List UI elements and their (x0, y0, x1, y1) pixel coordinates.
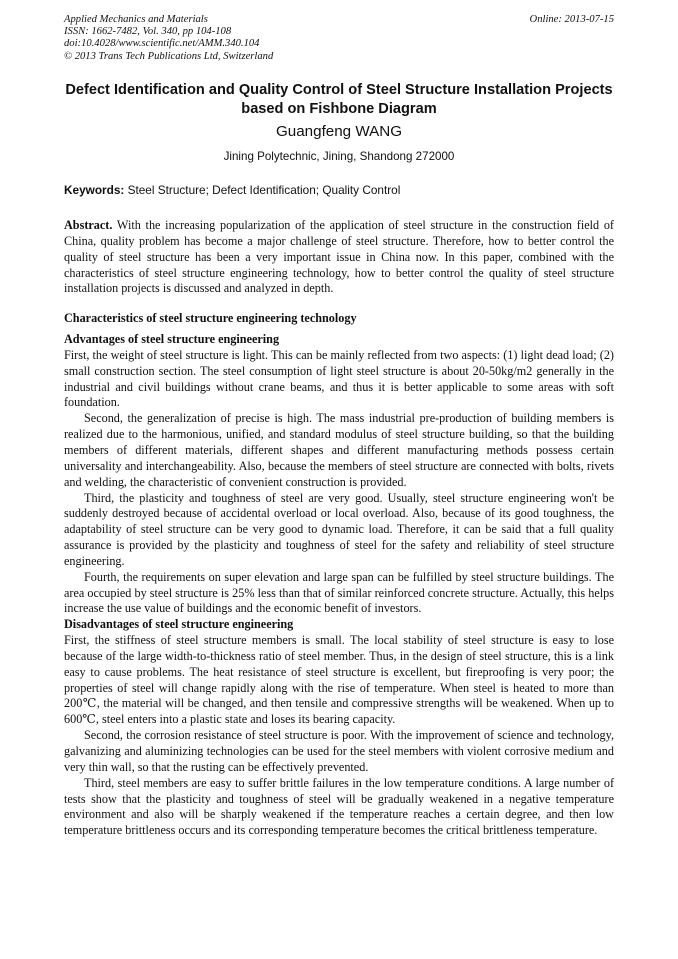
abstract-label: Abstract. (64, 218, 113, 232)
paragraph: Second, the generalization of precise is high. The mass industrial pre-production of building members is realized due to the harmonious, unified, and standard modulus of steel structure building, so that the building members of different materials, different shapes and different manufacturing methods possess certain universality and interchangeability. Also, because the members of steel structure are connected with bolts, rivets and welding, the characteristic of convenient construction is provided. (64, 411, 614, 489)
online-date: Online: 2013-07-15 (529, 14, 614, 25)
journal-header (64, 14, 614, 63)
paragraph: Second, the corrosion resistance of steel structure is poor. With the improvement of science and technology, galvanizing and aluminizing technologies can be used for the steel members with violent corrosive medium and very thin wall, so that the rusting can be effectively prevented. (64, 728, 614, 774)
subsection-heading-disadvantages: Disadvantages of steel structure engineering (64, 617, 294, 632)
abstract-text: With the increasing popularization of the application of steel structure in the construction field of China, quality problem has become a major challenge of steel structure. Therefore, how to better control the quality of steel structure has been a very important issue in China now. In this paper, combined with the characteristics of steel structure engineering technology, how to better control the quality of steel structure installation projects is discussed and analyzed in depth. (64, 218, 614, 296)
affiliation: Jining Polytechnic, Jining, Shandong 272000 (223, 150, 455, 163)
paper-body (64, 218, 614, 839)
paragraph: Third, the plasticity and toughness of steel are very good. Usually, steel structure engineering won't be suddenly destroyed because of accidental overload or local overload. Also, because of its good toughness, the adaptability of steel structure can be very good to dynamic load. Therefore, it can be said that a full quality assurance is provided by the plasticity and toughness of steel for the safety and reliability of steel structure engineering. (64, 490, 614, 568)
subsection-heading-advantages: Advantages of steel structure engineering (64, 332, 280, 347)
paragraph: Fourth, the requirements on super elevation and large span can be fulfilled by steel structure buildings. The area occupied by steel structure is 25% less than that of similar reinforced concrete structure. Actually, this helps increase the use value of buildings and the economic benefit of investors. (64, 569, 614, 616)
paragraph: First, the weight of steel structure is light. This can be mainly reflected from two aspects: (1) light dead load; (2) small construction section. The steel consumption of light steel structure is about 20-50kg/m2 generally in the industrial and civil buildings without crane beams, and thus it is better applicable to some areas with soft foundation. (64, 347, 614, 410)
journal-name: Applied Mechanics and Materials (64, 14, 208, 25)
keywords-label: Keywords: (64, 183, 125, 197)
doi-line: doi:10.4028/www.scientific.net/AMM.340.104 (64, 38, 260, 50)
paper-title: Defect Identification and Quality Control of Steel Structure Installation Projects based on Fishbone Diagram (65, 82, 613, 117)
copyright-line: © 2013 Trans Tech Publications Ltd, Switzerland (64, 50, 274, 62)
issn-line: ISSN: 1662-7482, Vol. 340, pp 104-108 (64, 26, 232, 38)
author-name: Guangfeng WANG (275, 123, 403, 140)
abstract (64, 218, 614, 297)
keywords-line (64, 183, 614, 197)
paragraph: Third, steel members are easy to suffer brittle failures in the low temperature conditions. A large number of tests show that the plasticity and toughness of steel will be gradually weakened in a negative temperature environment and also will be sharply weakened if the temperature reaches a certain degree, and then low temperature brittleness occurs and its corresponding temperature becomes the critical brittleness temperature. (64, 775, 614, 838)
section-heading: Characteristics of steel structure engineering technology (64, 311, 357, 326)
keywords-text: Steel Structure; Defect Identification; Quality Control (124, 183, 401, 197)
paragraph: First, the stiffness of steel structure members is small. The local stability of steel structure is easy to lose because of the large width-to-thickness ratio of steel member. Thus, in the design of steel structure, this is a link easy to cause problems. The heat resistance of steel structure is excellent, but fireproofing is very poor; the properties of steel will change rapidly along with the rise of temperature. When steel is heated to more than 200℃, the material will be changed, and then tensile and compressive strengths will be weakened. When up to 600℃, steel enters into a plastic state and loses its bearing capacity. (64, 633, 614, 727)
